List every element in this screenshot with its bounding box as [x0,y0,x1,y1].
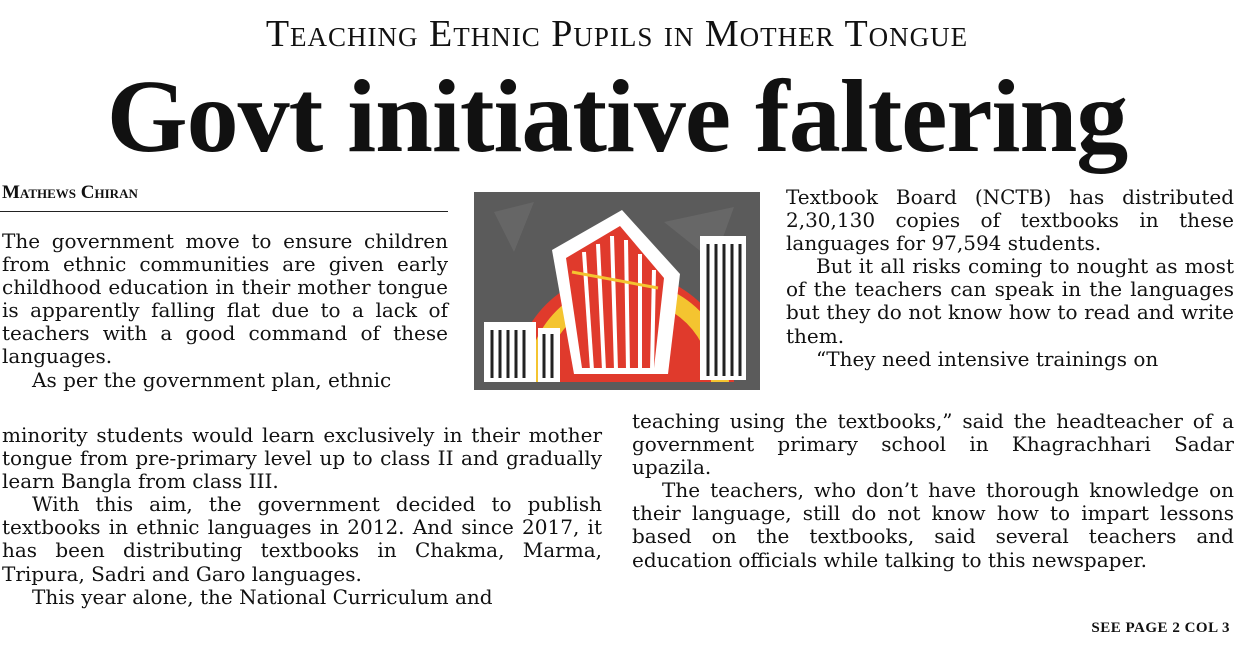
byline: Mathews Chiran [2,182,138,203]
byline-divider [0,211,448,212]
paragraph-2-start: As per the government plan, ethnic [32,367,392,392]
illustration-figure [474,192,760,390]
paragraph-2-end: minority students would learn exclusively in their mother tongue from pre-primary level up to class II and gradually learn Bangla from class III. [2,423,602,494]
shaheed-minar-illustration-icon [474,192,760,390]
paragraph-5: Textbook Board (NCTB) has distributed 2,30,130 copies of textbooks in these languages for 97,594 students. [786,185,1234,256]
article-column-right-top [786,186,1234,371]
paragraph-3: With this aim, the government decided to publish textbooks in ethnic languages in 2012. And since 2017, it has been distributing textbooks in Chakma, Marma, Tripura, Sadri and Garo languages. [2,492,602,586]
paragraph-8: The teachers, who don’t have thorough knowledge on their language, still do not know how to impart lessons based on the textbooks, said several teachers and education officials while talking to this newspaper. [632,478,1234,572]
headline: Govt initiative faltering [106,59,1128,174]
article-column-left-top [2,230,448,392]
kicker-title: Teaching Ethnic Pupils in Mother Tongue [265,13,969,55]
article-column-right-bottom [632,410,1234,572]
continuation-note: SEE PAGE 2 COL 3 [1091,620,1230,636]
article-column-left-bottom [2,424,602,609]
paragraph-7-start: “They need intensive trainings on [816,346,1159,371]
paragraph-4: This year alone, the National Curriculum and [32,584,493,609]
paragraph-6: But it all risks coming to nought as most of the teachers can speak in the languages but they do not know how to read and write them. [786,254,1234,348]
paragraph-7-end: teaching using the textbooks,” said the headteacher of a government primary school in Khagrachhari Sadar upazila. [632,409,1234,480]
paragraph-1: The government move to ensure children from ethnic communities are given early childhood education in their mother tongue is apparently falling flat due to a lack of teachers with a good command of these languages. [2,229,448,369]
